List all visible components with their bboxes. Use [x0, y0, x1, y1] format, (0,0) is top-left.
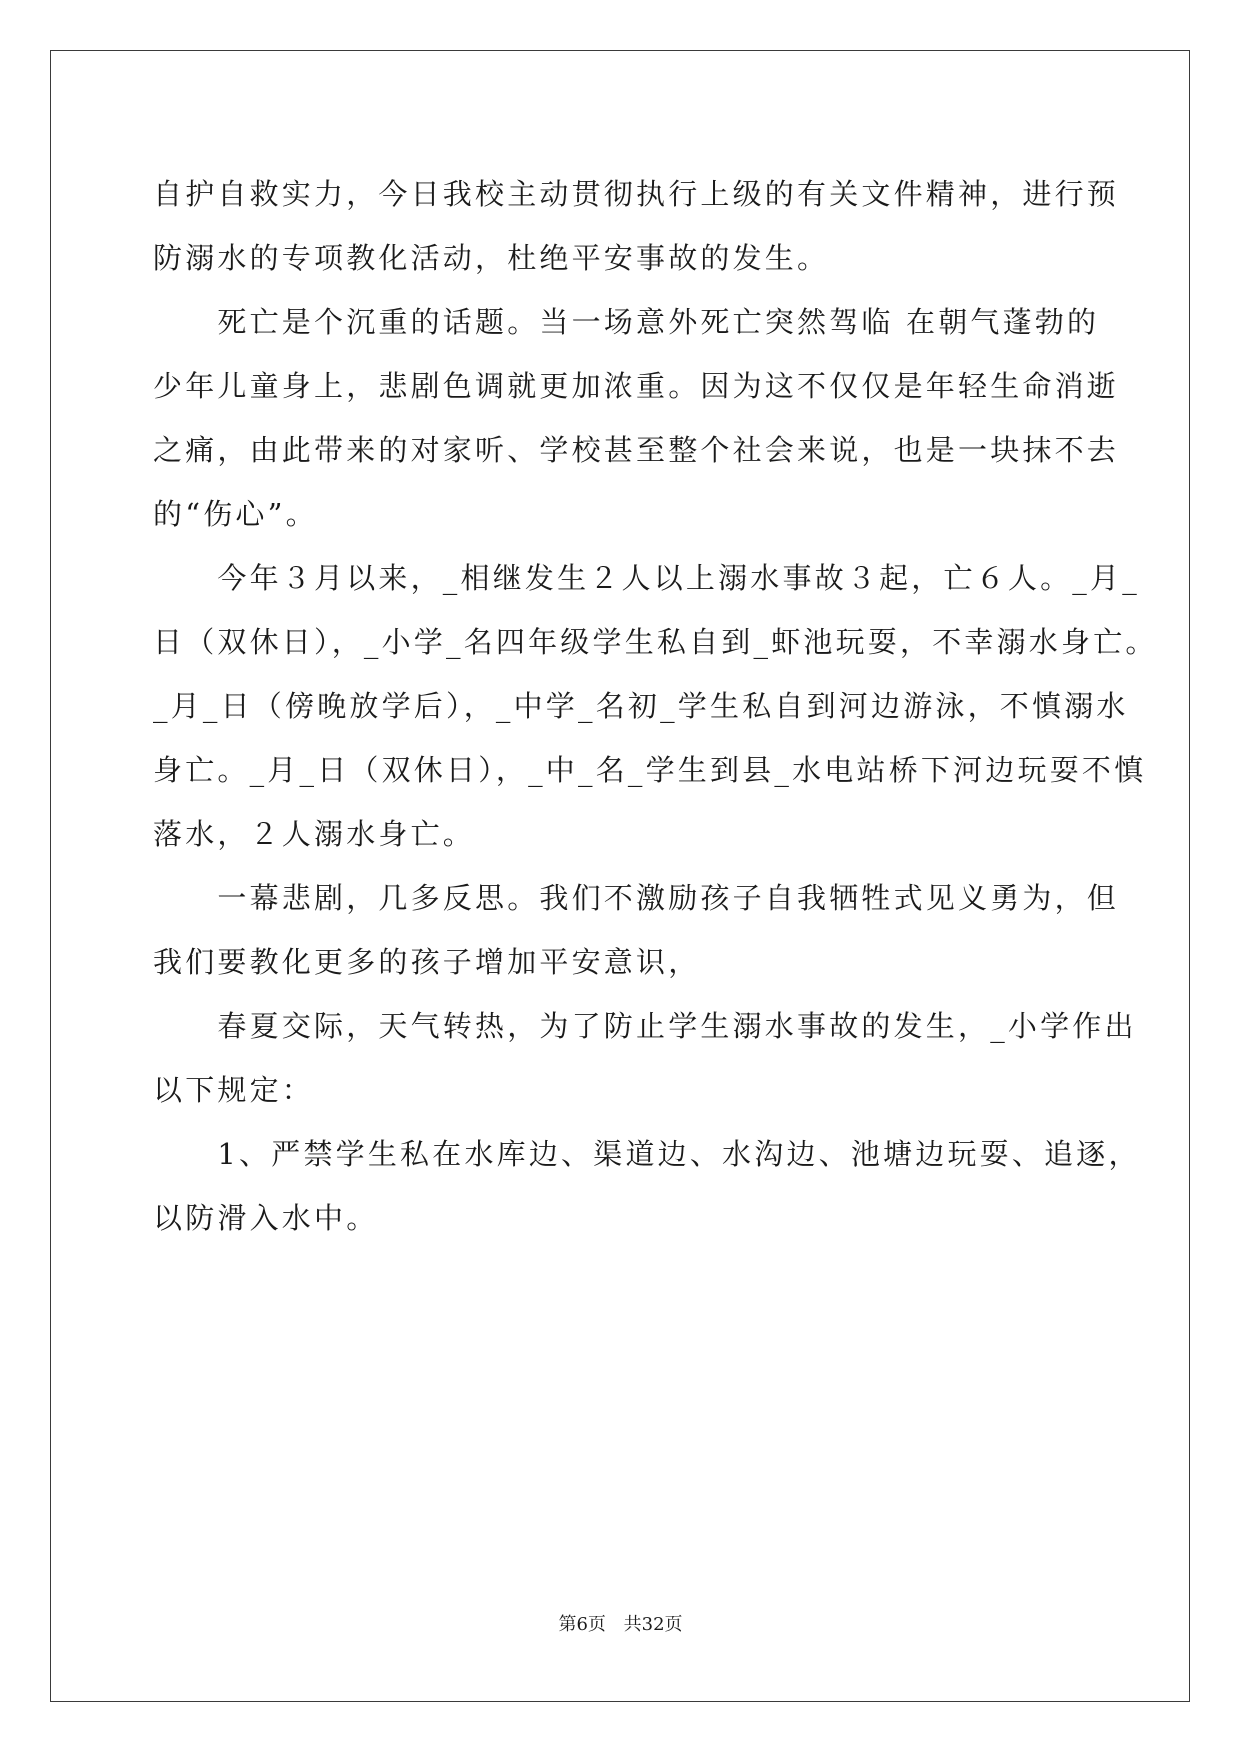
document-body	[153, 162, 1158, 1250]
text-line: 1、严禁学生私在水库边、渠道边、水沟边、池塘边玩耍、追逐，	[153, 1137, 1141, 1171]
page-number-current: 第6页	[558, 1614, 606, 1635]
text-line: 防溺水的专项教化活动，杜绝平安事故的发生。	[153, 241, 830, 275]
page-footer	[0, 1610, 1241, 1636]
text-line: 死亡是个沉重的话题。当一场意外死亡突然驾临 在朝气蓬勃的	[153, 305, 1100, 339]
page-number-total: 共32页	[623, 1614, 683, 1635]
text-line: 以防滑入水中。	[153, 1201, 379, 1235]
text-line: 落水，２人溺水身亡。	[153, 817, 476, 851]
text-line: 我们要教化更多的孩子增加平安意识，	[153, 945, 701, 979]
text-line: 以下规定：	[153, 1073, 315, 1107]
text-line: 春夏交际，天气转热，为了防止学生溺水事故的发生，_小学作出	[153, 1009, 1137, 1043]
text-line: 身亡。_月_日（双休日），_中_名_学生到县_水电站桥下河边玩耍不慎	[153, 753, 1147, 787]
text-line: 一幕悲剧，几多反思。我们不激励孩子自我牺牲式见义勇为，但	[153, 881, 1120, 915]
text-line: 今年３月以来，_相继发生２人以上溺水事故３起，亡６人。_月_	[153, 561, 1140, 595]
text-line: 自护自救实力，今日我校主动贯彻执行上级的有关文件精神，进行预	[153, 177, 1120, 211]
text-line: 少年儿童身上，悲剧色调就更加浓重。因为这不仅仅是年轻生命消逝	[153, 369, 1120, 403]
text-line: 日（双休日），_小学_名四年级学生私自到_虾池玩耍，不幸溺水身亡。	[153, 625, 1158, 659]
text-line: _月_日（傍晚放学后），_中学_名初_学生私自到河边游泳，不慎溺水	[153, 689, 1129, 723]
text-line: 的“伤心”。	[153, 497, 318, 531]
text-line: 之痛，由此带来的对家听、学校甚至整个社会来说，也是一块抹不去	[153, 433, 1120, 467]
